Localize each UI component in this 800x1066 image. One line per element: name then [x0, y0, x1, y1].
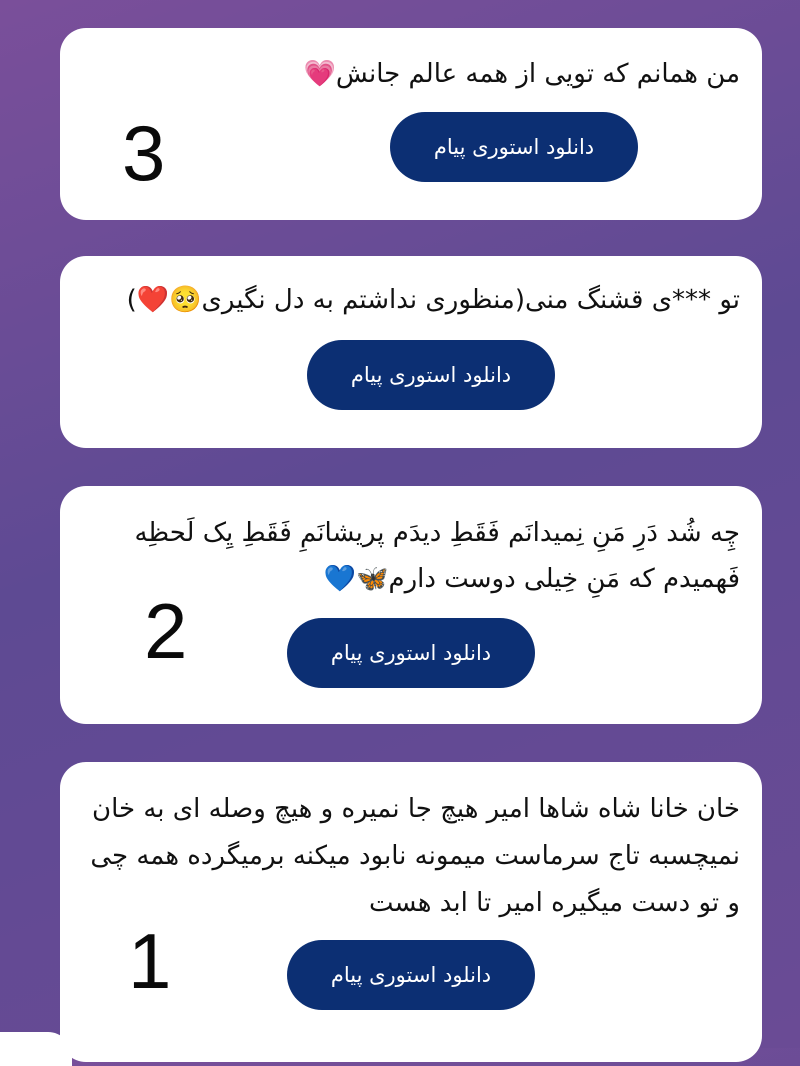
message-text: من همانم که تویی از همه عالم جانش💗: [303, 59, 740, 89]
message-card: [60, 256, 762, 448]
card-number: 1: [128, 917, 172, 1005]
download-story-button[interactable]: دانلود استوری پیام: [390, 112, 638, 182]
card-number: 2: [144, 587, 188, 675]
message-text: خان خانا شاه شاها امیر هیچ جا نمیره و هیچ وصله ای به خان نمیچسبه تاج سرماست میمونه نابود میکنه برمیگرده همه چی و تو دست میگیره امیر تا ابد هست: [90, 794, 740, 918]
download-story-button[interactable]: دانلود استوری پیام: [287, 940, 535, 1010]
message-text: چِه شُد دَرِ مَنِ نِمیدانَم فَقَطِ دیدَم پریشانَمِ فَقَطِ یِک لَحظِه فَهمیدم که مَنِ خِیلی دوست دارم🦋💙: [134, 518, 740, 594]
message-text: تو ***ی قشنگ منی(منظوری نداشتم به دل نگیری🥺❤️): [126, 285, 740, 315]
download-story-button[interactable]: دانلود استوری پیام: [307, 340, 555, 410]
message-card: [60, 28, 762, 220]
card-number: 3: [122, 109, 166, 197]
message-card: [60, 486, 762, 724]
message-card: [60, 762, 762, 1062]
bottom-left-tab: [0, 1032, 72, 1066]
download-story-button[interactable]: دانلود استوری پیام: [287, 618, 535, 688]
